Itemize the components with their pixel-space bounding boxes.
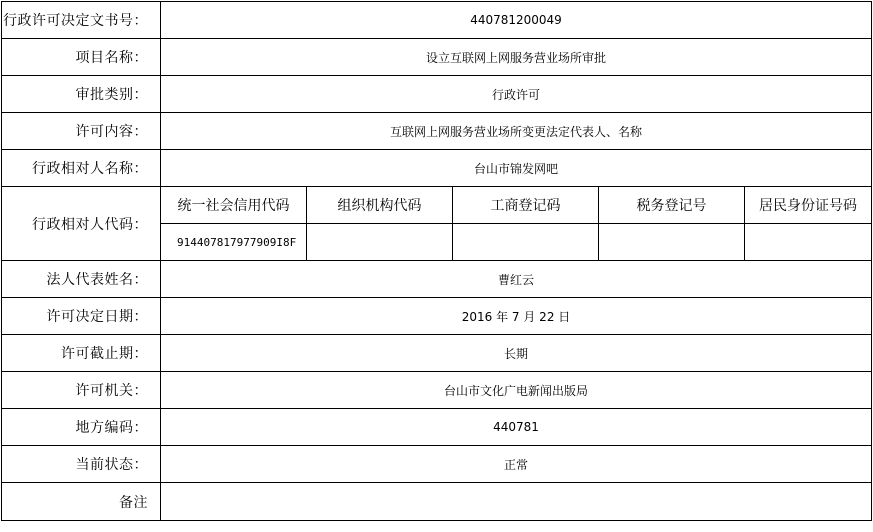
row-status (2, 446, 872, 483)
status-value: 正常 (161, 446, 872, 483)
id-card-header: 居民身份证号码 (745, 187, 872, 224)
row-party-code-headers (2, 187, 872, 224)
content-value: 互联网上网服务营业场所变更法定代表人、名称 (161, 113, 872, 150)
credit-code-header: 统一社会信用代码 (161, 187, 307, 224)
tax-reg-header: 税务登记号 (599, 187, 745, 224)
remarks-label: 备注 (2, 483, 161, 521)
party-name-label: 行政相对人名称： (2, 150, 161, 187)
region-code-value: 440781 (161, 409, 872, 446)
authority-value: 台山市文化广电新闻出版局 (161, 372, 872, 409)
party-code-label: 行政相对人代码： (2, 187, 161, 261)
row-region-code (2, 409, 872, 446)
project-value: 设立互联网上网服务营业场所审批 (161, 39, 872, 76)
row-project (2, 39, 872, 76)
business-reg-value (453, 224, 599, 261)
content-label: 许可内容： (2, 113, 161, 150)
legal-rep-value: 曹红云 (161, 261, 872, 298)
org-code-header: 组织机构代码 (307, 187, 453, 224)
row-decision-date (2, 298, 872, 335)
row-doc-no (2, 2, 872, 39)
expiry-label: 许可截止期： (2, 335, 161, 372)
legal-rep-label: 法人代表姓名： (2, 261, 161, 298)
row-authority (2, 372, 872, 409)
project-label: 项目名称： (2, 39, 161, 76)
decision-date-value: 2016 年 7 月 22 日 (161, 298, 872, 335)
party-name-value: 台山市锦发网吧 (161, 150, 872, 187)
category-label: 审批类别： (2, 76, 161, 113)
row-legal-rep (2, 261, 872, 298)
row-remarks (2, 483, 872, 521)
business-reg-header: 工商登记码 (453, 187, 599, 224)
category-value: 行政许可 (161, 76, 872, 113)
authority-label: 许可机关： (2, 372, 161, 409)
region-code-label: 地方编码： (2, 409, 161, 446)
remarks-value (161, 483, 872, 521)
row-category (2, 76, 872, 113)
decision-date-label: 许可决定日期： (2, 298, 161, 335)
status-label: 当前状态： (2, 446, 161, 483)
credit-code-value: 914407817977909I8F (161, 224, 307, 261)
id-card-value (745, 224, 872, 261)
doc-no-value: 440781200049 (161, 2, 872, 39)
tax-reg-value (599, 224, 745, 261)
org-code-value (307, 224, 453, 261)
permit-info-table (1, 1, 872, 521)
row-content (2, 113, 872, 150)
doc-no-label: 行政许可决定文书号： (2, 2, 161, 39)
row-party-name (2, 150, 872, 187)
expiry-value: 长期 (161, 335, 872, 372)
row-expiry (2, 335, 872, 372)
